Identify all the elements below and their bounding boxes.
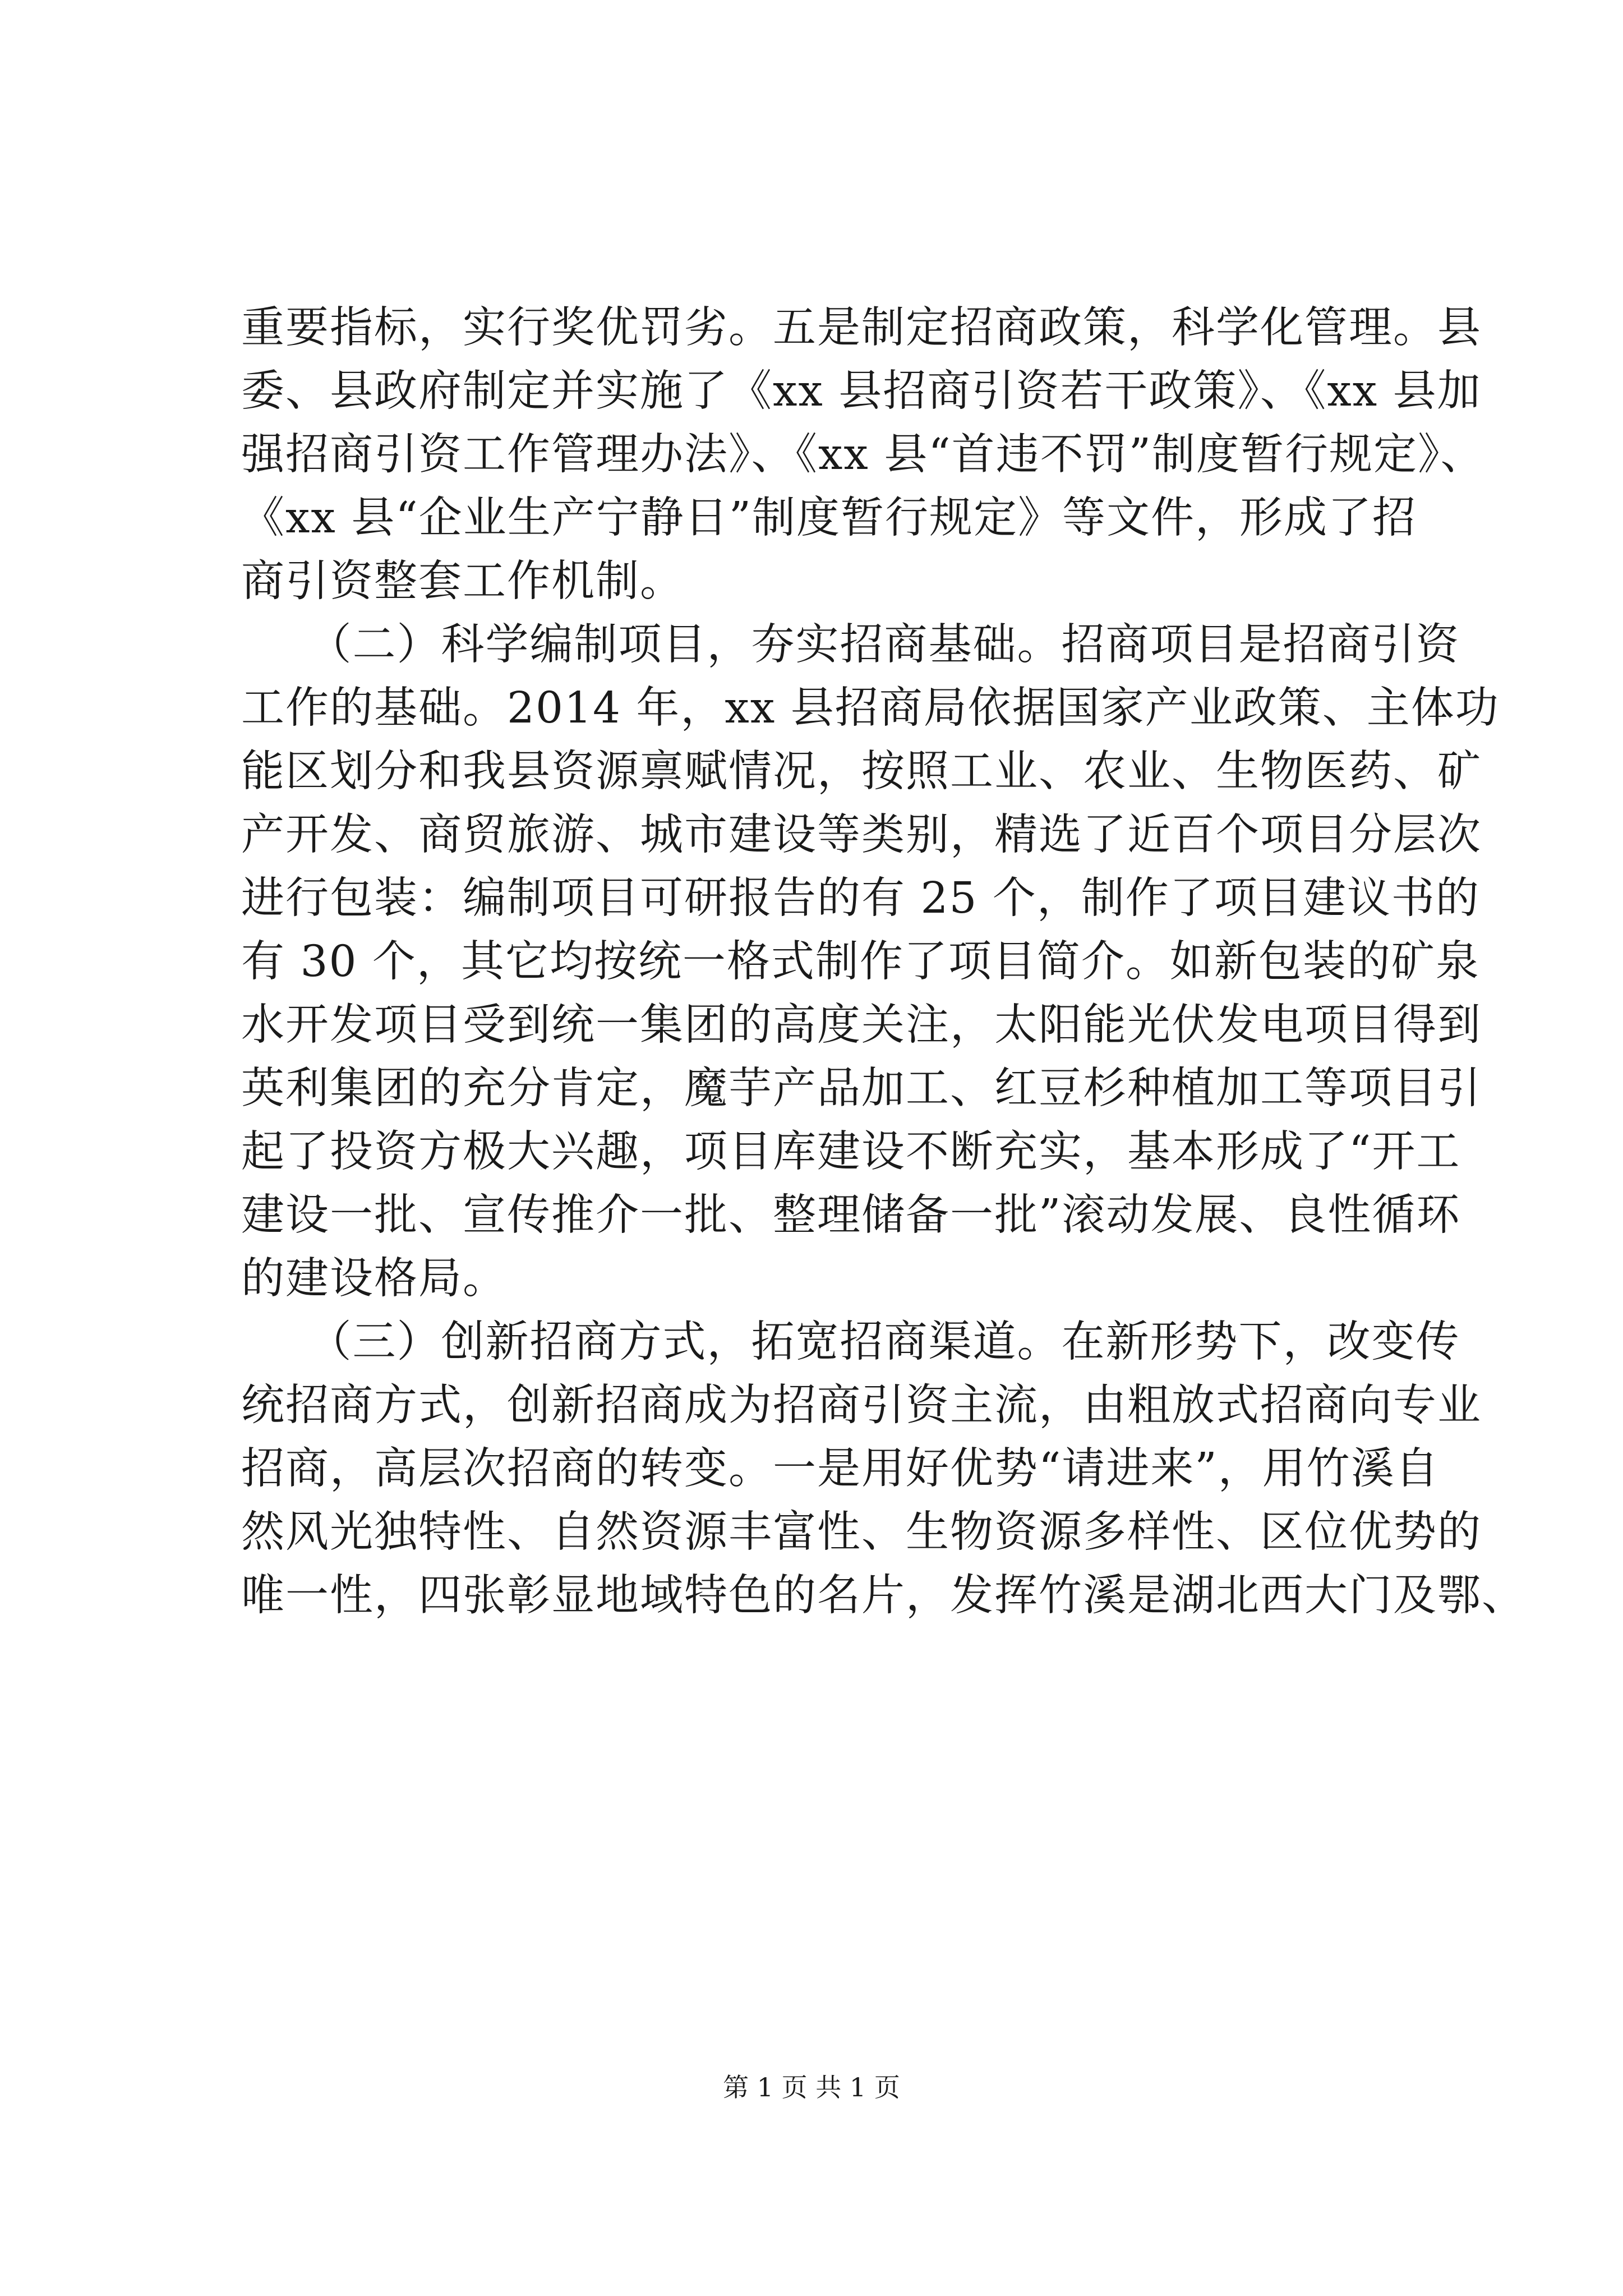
text-line: 招商，高层次招商的转变。一是用好优势“请进来”，用竹溪自 <box>241 1444 1440 1494</box>
text-line: 有 30 个，其它均按统一格式制作了项目简介。如新包装的矿泉 <box>241 937 1480 987</box>
text-line: （三）创新招商方式，拓宽招商渠道。在新形势下，改变传 <box>241 1317 1460 1367</box>
text-line: 能区划分和我县资源禀赋情况，按照工业、农业、生物医药、矿 <box>241 747 1482 797</box>
text-line: 委、县政府制定并实施了《xx 县招商引资若干政策》、《xx 县加 <box>241 366 1482 416</box>
text-line: 进行包装：编制项目可研报告的有 25 个，制作了项目建议书的 <box>241 873 1480 923</box>
page-footer: 第 1 页 共 1 页 <box>723 2072 900 2102</box>
text-line: 建设一批、宣传推介一批、整理储备一批”滚动发展、良性循环 <box>241 1190 1461 1240</box>
text-line: 重要指标，实行奖优罚劣。五是制定招商政策，科学化管理。县 <box>241 303 1482 353</box>
text-line: 统招商方式，创新招商成为招商引资主流，由粗放式招商向专业 <box>241 1381 1482 1430</box>
text-line: 《xx 县“企业生产宁静日”制度暂行规定》等文件，形成了招 <box>241 493 1417 543</box>
text-line: 唯一性，四张彰显地域特色的名片，发挥竹溪是湖北西大门及鄂、 <box>241 1571 1526 1621</box>
text-line: 强招商引资工作管理办法》、《xx 县“首违不罚”制度暂行规定》、 <box>241 430 1485 480</box>
text-line: 工作的基础。2014 年，xx 县招商局依据国家产业政策、主体功 <box>241 683 1500 733</box>
text-line: 水开发项目受到统一集团的高度关注，太阳能光伏发电项目得到 <box>241 1000 1482 1050</box>
text-line: （二）科学编制项目，夯实招商基础。招商项目是招商引资 <box>241 620 1460 670</box>
text-line: 然风光独特性、自然资源丰富性、生物资源多样性、区位优势的 <box>241 1507 1482 1557</box>
text-line: 起了投资方极大兴趣，项目库建设不断充实，基本形成了“开工 <box>241 1127 1461 1177</box>
text-line: 商引资整套工作机制。 <box>241 556 684 606</box>
text-line: 产开发、商贸旅游、城市建设等类别，精选了近百个项目分层次 <box>241 810 1482 860</box>
document-body <box>241 296 1526 1627</box>
text-line: 的建设格局。 <box>241 1254 507 1304</box>
text-line: 英利集团的充分肯定，魔芋产品加工、红豆杉种植加工等项目引 <box>241 1064 1482 1114</box>
